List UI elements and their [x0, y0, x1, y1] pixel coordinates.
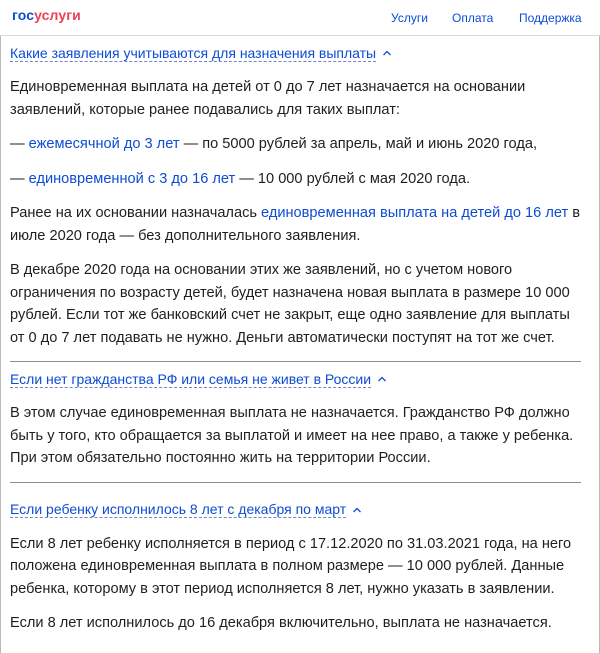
- accordion-section-citizenship: [10, 362, 581, 483]
- payment-under-16-link[interactable]: единовременная выплата на детей до 16 лет: [261, 205, 569, 221]
- logo-part-uslugi: услуги: [34, 7, 81, 23]
- text: Ранее на их основании назначалась: [10, 205, 262, 221]
- nav-support[interactable]: Поддержка: [519, 11, 582, 25]
- paragraph: Единовременная выплата на детей от 0 до 7 лет назначается на основании заявлений, которые ранее подавались для таких выплат:: [10, 79, 526, 118]
- accordion-header[interactable]: [10, 362, 581, 396]
- logo-part-gos: гос: [12, 7, 35, 23]
- paragraph-december: В декабре 2020 года на основании этих же заявлений, но с учетом нового ограничения по возрасту детей, будет назначена новая выплата в размере 10 000 рублей. Если тот же банковский счет не закрыт, еще одно заявление для выплаты от 0 до 7 лет подавать не нужно. Деньги автоматически поступят на тот же счет.: [10, 262, 570, 346]
- accordion-header[interactable]: [10, 36, 581, 70]
- accordion-section-applications: [10, 36, 581, 362]
- monthly-payment-link[interactable]: ежемесячной до 3 лет: [28, 136, 180, 152]
- text: — 10 000 рублей с мая 2020 года.: [235, 170, 471, 187]
- chevron-up-icon[interactable]: [382, 49, 392, 57]
- text: — по 5000 рублей за апрель, май и июнь 2020 года,: [179, 136, 538, 152]
- gosuslugi-logo[interactable]: [12, 7, 81, 23]
- dash-text: —: [10, 170, 29, 187]
- section-divider: [10, 482, 581, 483]
- chevron-up-icon[interactable]: [352, 506, 362, 514]
- accordion-header[interactable]: [10, 493, 581, 527]
- paragraph: Если 8 лет ребенку исполняется в период с 17.12.2020 по 31.03.2021 года, на него положена единовременная выплата в полном размере — 10 000 рублей. Данные ребенка, которому в этот период исполняется 8 лет, нужно указать в заявлении.: [10, 535, 572, 597]
- paragraph-monthly: [10, 133, 581, 156]
- nav-services[interactable]: Услуги: [391, 11, 428, 25]
- accordion-title[interactable]: Какие заявления учитываются для назначения выплаты: [10, 44, 377, 61]
- dash-text: —: [10, 136, 29, 152]
- onetime-payment-link[interactable]: единовременной с 3 до 16 лет: [28, 170, 236, 187]
- accordion-title[interactable]: Если ребенку исполнилось 8 лет с декабря по март: [10, 501, 347, 517]
- main-content: [10, 36, 581, 647]
- text: в июле 2020 года — без дополнительного заявления.: [10, 205, 580, 244]
- paragraph-earlier: [10, 202, 581, 247]
- nav-payment[interactable]: Оплата: [452, 11, 494, 25]
- chevron-up-icon[interactable]: [377, 375, 387, 383]
- site-header: [0, 0, 600, 36]
- paragraph-onetime: [10, 168, 581, 191]
- accordion-section-age-8: [10, 493, 581, 635]
- paragraph: Если 8 лет исполнилось до 16 декабря включительно, выплата не назначается.: [10, 615, 552, 631]
- accordion-title[interactable]: Если нет гражданства РФ или семья не живет в России: [10, 370, 372, 387]
- paragraph: В этом случае единовременная выплата не назначается. Гражданство РФ должно быть у того, кто обращается за выплатой и имеет на нее право, а также у ребенка. При этом обязательно постоянно жить на территории России.: [10, 405, 574, 466]
